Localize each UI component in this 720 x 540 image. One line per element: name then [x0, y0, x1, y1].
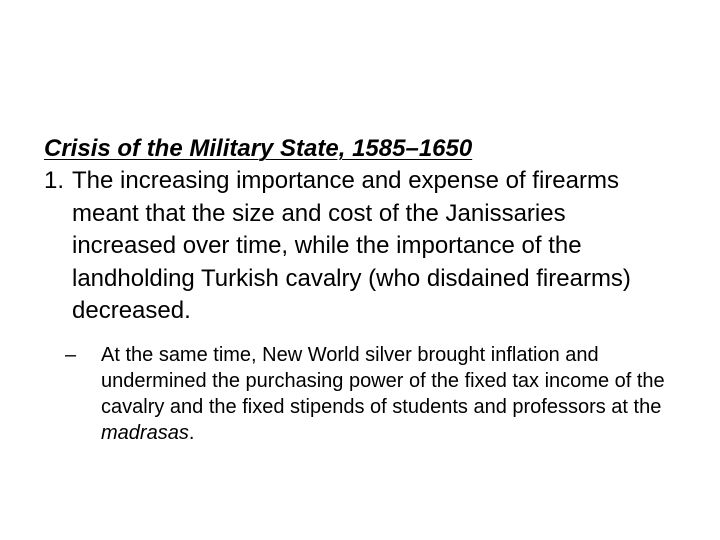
slide-content	[44, 133, 704, 446]
numbered-point	[44, 165, 704, 328]
sub-point-final-punctuation: .	[188, 421, 195, 444]
sub-point	[65, 342, 704, 446]
sub-point-text-main: At the same time, New World silver brought inflation and undermined the purchasing power of the fixed tax income of the cavalry and the fixed stipends of students and professors at the	[101, 343, 665, 418]
point-number: 1.	[44, 167, 65, 194]
dash-marker: –	[65, 343, 77, 366]
madrasas-term: madrasas	[101, 421, 189, 444]
sub-point-text	[101, 342, 691, 446]
point-text: The increasing importance and expense of firearms meant that the size and cost of the Janissaries increased over time, while the importance of the landholding Turkish cavalry (who disdained firearms) decreased.	[72, 167, 631, 324]
slide-heading: Crisis of the Military State, 1585–1650	[44, 135, 473, 162]
